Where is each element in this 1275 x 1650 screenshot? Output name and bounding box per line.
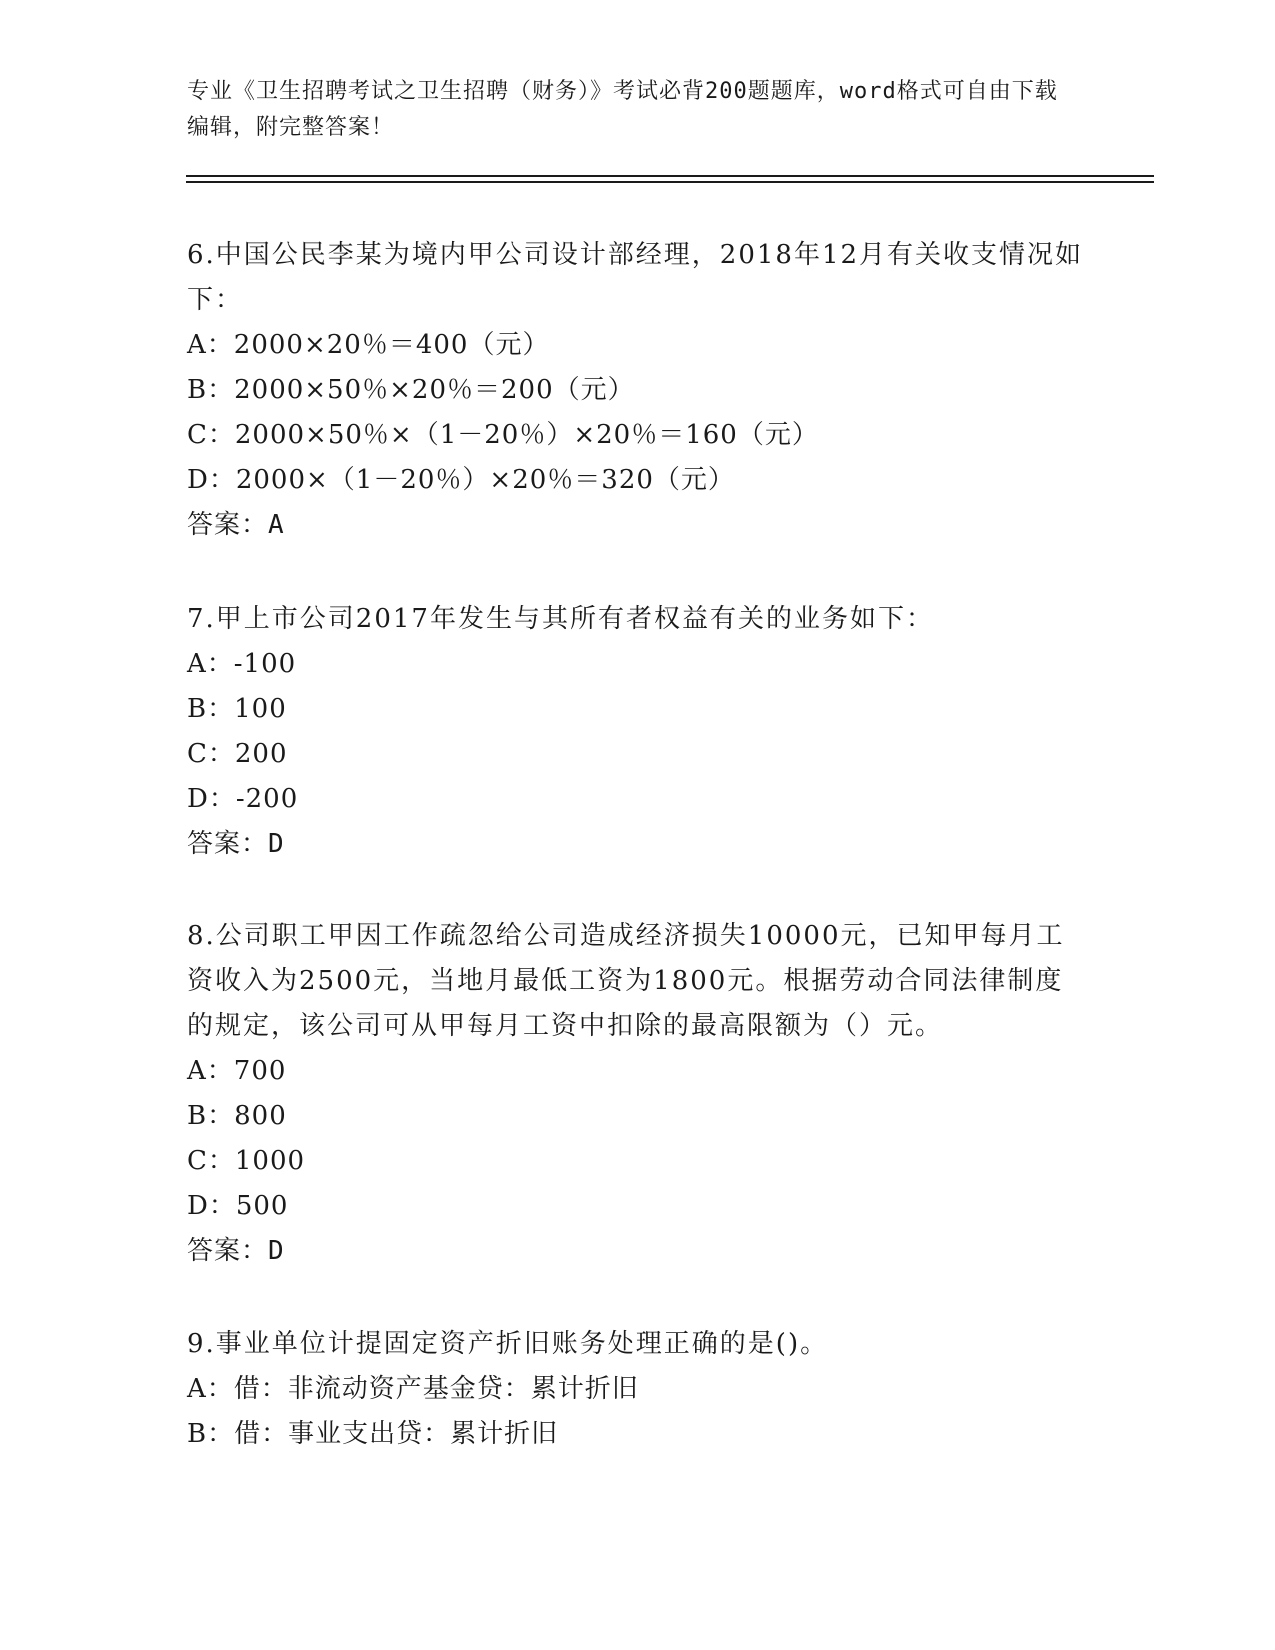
option-d: D：500 xyxy=(187,1191,289,1221)
question-stem: 6.中国公民李某为境内甲公司设计部经理，2018年12月有关收支情况如下： xyxy=(187,240,1084,315)
header-divider-top xyxy=(186,175,1154,177)
option-a: A：借：非流动资产基金贷：累计折旧 xyxy=(187,1374,639,1404)
question-stem: 7.甲上市公司2017年发生与其所有者权益有关的业务如下： xyxy=(187,604,934,634)
option-d: D：-200 xyxy=(187,784,299,814)
answer: 答案：D xyxy=(187,1236,285,1266)
option-c: C：200 xyxy=(187,739,288,769)
question-stem: 8.公司职工甲因工作疏忽给公司造成经济损失10000元，已知甲每月工资收入为2500元，当地月最低工资为1800元。根据劳动合同法律制度的规定，该公司可从甲每月工资中扣除的最高限额为（）元。 xyxy=(187,921,1065,1041)
answer: 答案：D xyxy=(187,829,285,859)
question-8 xyxy=(187,914,1087,1274)
question-stem: 9.事业单位计提固定资产折旧账务处理正确的是()。 xyxy=(187,1329,829,1359)
document-header: 专业《卫生招聘考试之卫生招聘（财务）》考试必背200题题库，word格式可自由下载编辑，附完整答案！ xyxy=(187,79,1058,140)
option-b: B：800 xyxy=(187,1101,287,1131)
option-c: C：2000×50％×（1－20％）×20％＝160（元） xyxy=(187,420,819,450)
option-b: B：100 xyxy=(187,694,287,724)
option-a: A：-100 xyxy=(187,649,297,679)
option-a: A：2000×20％＝400（元） xyxy=(187,330,550,360)
option-b: B：2000×50％×20％＝200（元） xyxy=(187,375,635,405)
header-divider-bottom xyxy=(186,181,1154,183)
option-d: D：2000×（1－20％）×20％＝320（元） xyxy=(187,465,735,495)
question-9 xyxy=(187,1322,1087,1457)
option-a: A：700 xyxy=(187,1056,287,1086)
answer: 答案：A xyxy=(187,510,285,540)
question-7 xyxy=(187,597,1087,867)
option-b: B：借：事业支出贷：累计折旧 xyxy=(187,1419,559,1449)
option-c: C：1000 xyxy=(187,1146,306,1176)
question-6 xyxy=(187,233,1087,548)
